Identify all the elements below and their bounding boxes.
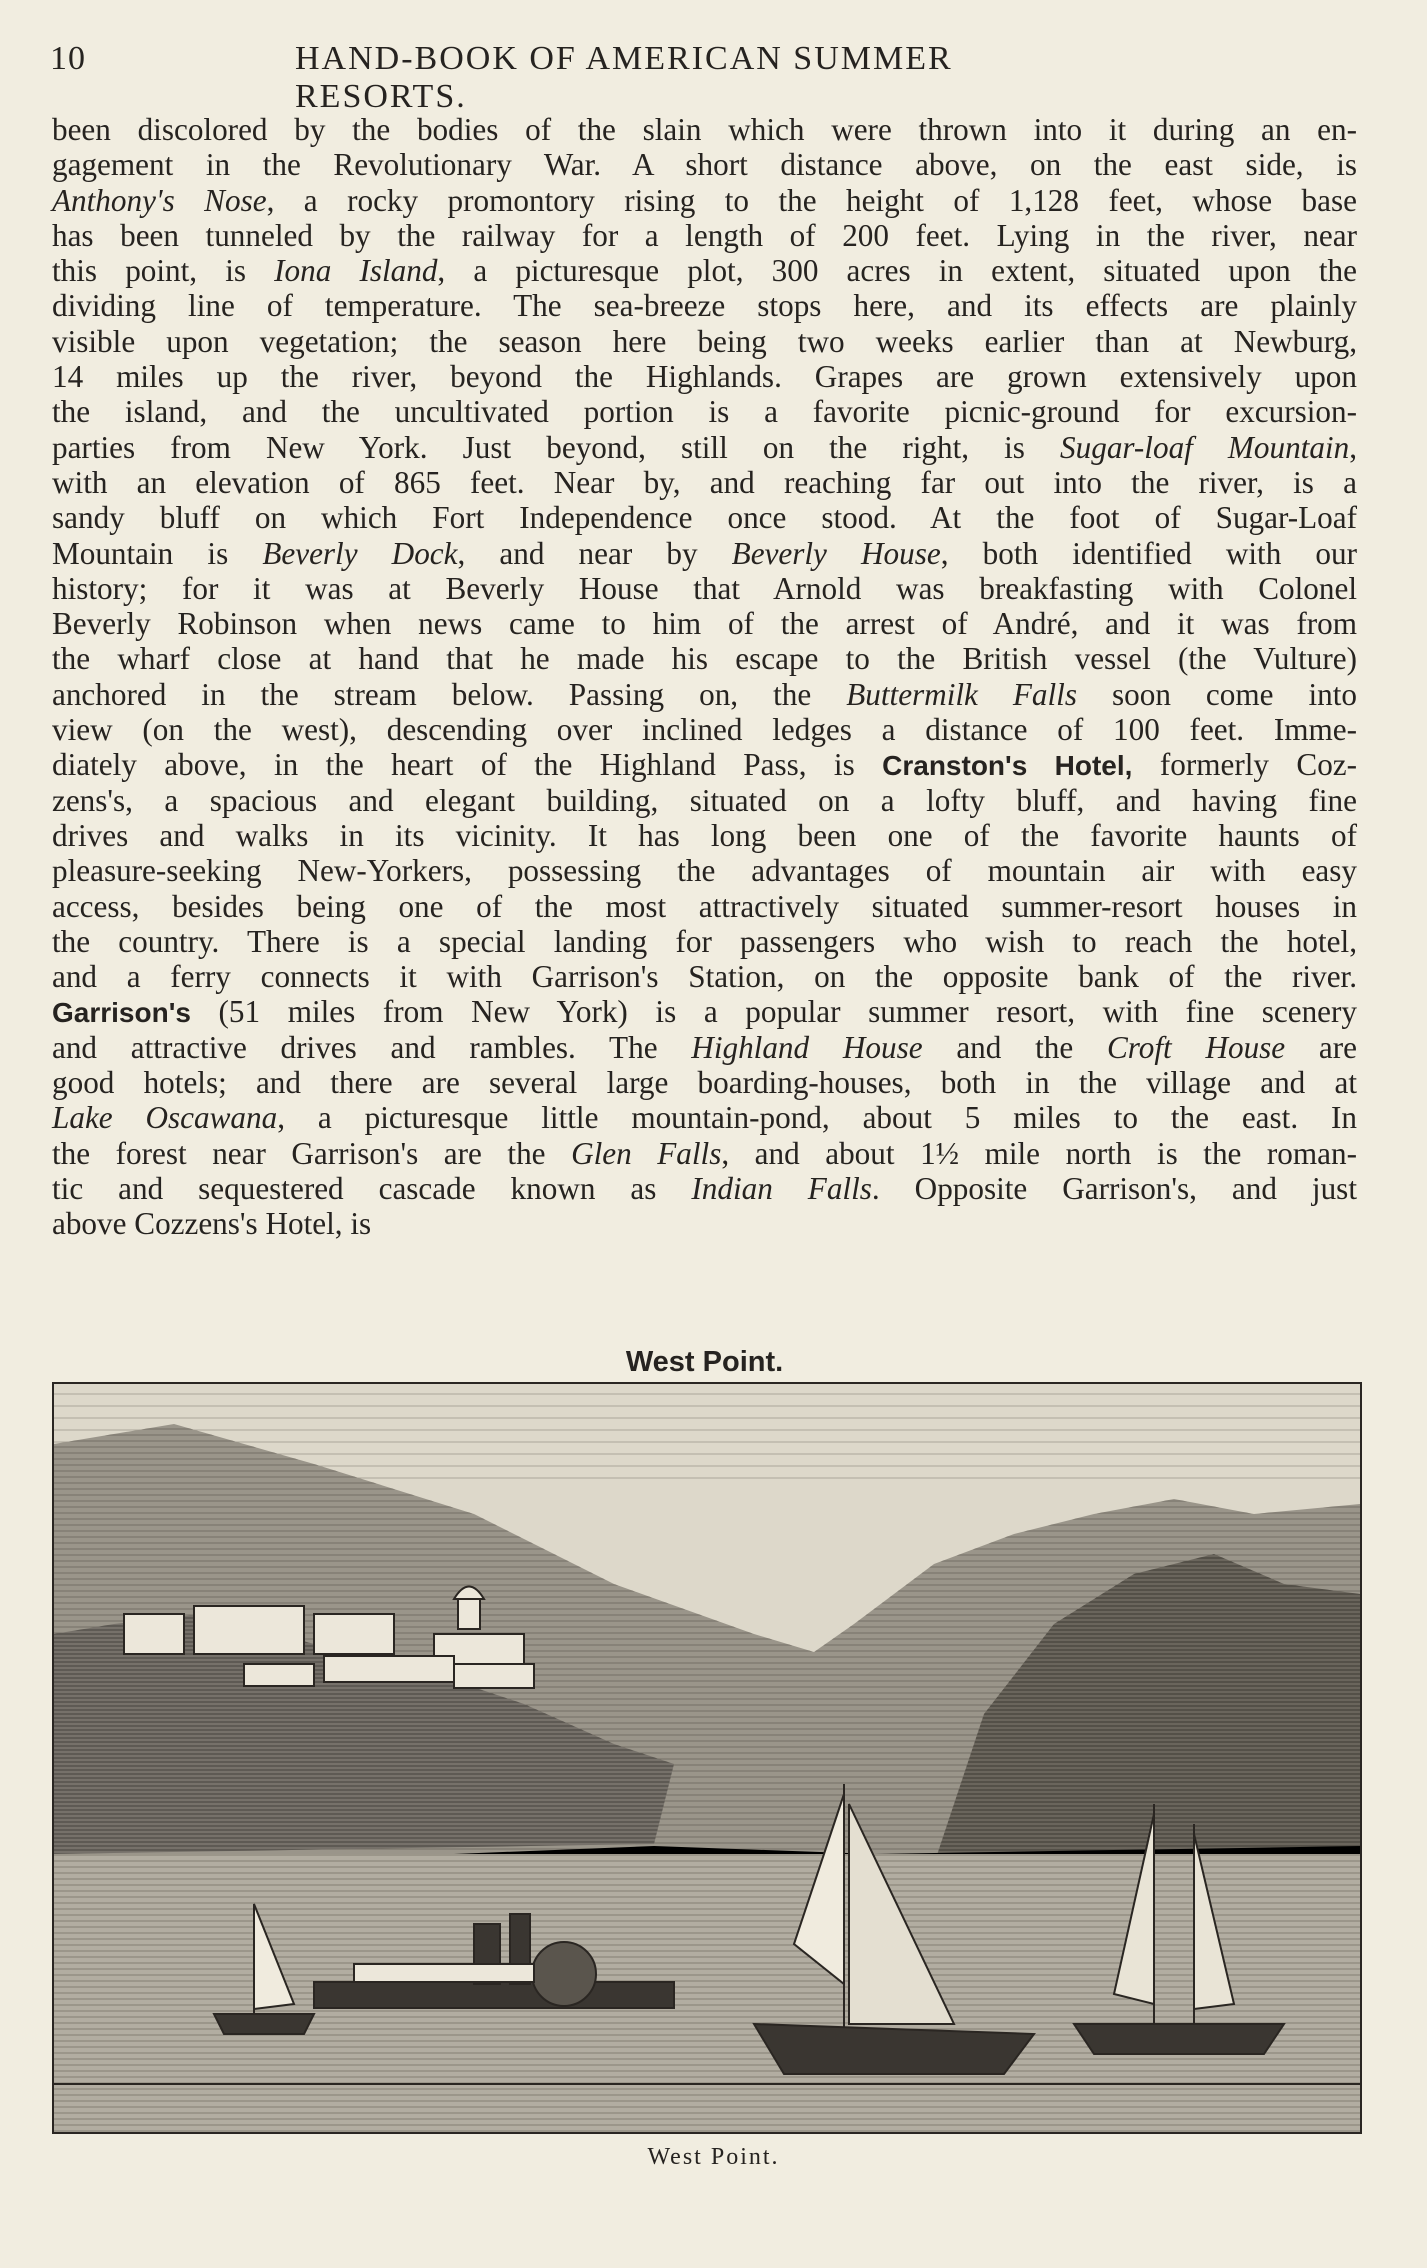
text-run: with an elevation of 865 feet. Near by, and reaching far out into the river, is a <box>52 464 1357 500</box>
bold-resort-name: Garrison's <box>52 997 191 1029</box>
text-run: soon come into <box>1077 676 1357 712</box>
text-run: , a picturesque little mountain-pond, about 5 miles to the east. In <box>277 1100 1357 1136</box>
italic-place-name: Lake Oscawana <box>52 1100 278 1136</box>
section-title: West Point. <box>625 1346 784 1378</box>
water-hatching <box>54 1854 1360 2132</box>
text-line <box>52 253 1357 288</box>
text-run: gagement in the Revolutionary War. A short distance above, on the east side, is <box>52 147 1357 183</box>
text-run: , <box>1349 429 1357 465</box>
text-line <box>52 324 1357 359</box>
text-run: the forest near Garrison's are the <box>52 1135 572 1171</box>
text-run: dividing line of temperature. The sea-breeze stops here, and its effects are plainly <box>52 288 1357 324</box>
text-line <box>52 1171 1357 1206</box>
text-line <box>52 430 1357 465</box>
west-point-engraving <box>52 1382 1362 2134</box>
text-run: tic and sequestered cascade known as <box>52 1170 692 1206</box>
text-run: and attractive drives and rambles. The <box>52 1029 692 1065</box>
text-run: this point, is <box>52 253 275 289</box>
text-line <box>52 183 1357 218</box>
text-line <box>52 994 1357 1029</box>
text-line <box>52 1030 1357 1065</box>
text-line <box>52 1065 1357 1100</box>
text-run: the island, and the uncultivated portion is a favorite picnic-ground for excursion- <box>52 394 1357 430</box>
text-run: been discolored by the bodies of the slain which were thrown into it during an en- <box>52 112 1357 147</box>
text-run: (51 miles from New York) is a popular summer resort, with fine scenery <box>190 994 1357 1030</box>
text-run: , a rocky promontory rising to the height of 1,128 feet, whose base <box>266 182 1357 218</box>
text-line <box>52 1136 1357 1171</box>
text-run: , and near by <box>457 535 732 571</box>
text-run: , and about 1½ mile north is the roman- <box>721 1135 1357 1171</box>
text-line <box>52 359 1357 394</box>
text-run: history; for it was at Beverly House that Arnold was breakfasting with Colonel <box>52 570 1357 606</box>
italic-place-name: Highland House <box>691 1029 923 1065</box>
italic-place-name: Buttermilk Falls <box>846 676 1077 712</box>
italic-place-name: Beverly House <box>731 535 941 571</box>
italic-place-name: Beverly Dock <box>262 535 458 571</box>
text-run: Beverly Robinson when news came to him of the arrest of André, and it was from <box>52 606 1357 642</box>
italic-place-name: Anthony's Nose <box>52 182 267 218</box>
text-line <box>52 288 1357 323</box>
text-run: visible upon vegetation; the season here being two weeks earlier than at Newburg, <box>52 323 1357 359</box>
bold-resort-name: Cranston's Hotel, <box>882 750 1133 782</box>
text-line <box>52 747 1357 782</box>
text-line <box>52 218 1357 253</box>
italic-place-name: Iona Island <box>274 253 438 289</box>
text-run: formerly Coz- <box>1132 747 1358 783</box>
text-run: view (on the west), descending over inclined ledges a distance of 100 feet. Imme- <box>52 712 1357 748</box>
text-run: Mountain is <box>52 535 263 571</box>
text-run: and the <box>922 1029 1107 1065</box>
engraving-illustration <box>54 1384 1360 2132</box>
text-run: has been tunneled by the railway for a length of 200 feet. Lying in the river, near <box>52 217 1357 253</box>
text-line <box>52 606 1357 641</box>
text-line <box>52 889 1357 924</box>
running-head: HAND-BOOK OF AMERICAN SUMMER RESORTS. <box>295 40 953 115</box>
text-run: parties from New York. Just beyond, still on the right, is <box>52 429 1061 465</box>
text-line <box>52 677 1357 712</box>
page-number: 10 <box>50 40 86 77</box>
text-run: are <box>1285 1029 1357 1065</box>
text-line <box>52 147 1357 182</box>
paragraph-main <box>52 112 1357 1242</box>
text-run: above Cozzens's Hotel, is <box>52 1206 372 1242</box>
text-line <box>52 112 1357 147</box>
text-run: . Opposite Garrison's, and just <box>871 1170 1357 1206</box>
text-run: , both identified with our <box>940 535 1357 571</box>
text-line <box>52 1100 1357 1135</box>
text-run: drives and walks in its vicinity. It has long been one of the favorite haunts of <box>52 817 1357 853</box>
italic-place-name: Glen Falls <box>571 1135 722 1171</box>
text-run: good hotels; and there are several large boarding-houses, both in the village and at <box>52 1065 1357 1101</box>
italic-place-name: Sugar-loaf Mountain <box>1060 429 1350 465</box>
text-line <box>52 394 1357 429</box>
text-run: diately above, in the heart of the Highland Pass, is <box>52 747 883 783</box>
italic-place-name: Croft House <box>1107 1029 1286 1065</box>
figure-caption: West Point. <box>647 2144 780 2170</box>
text-line <box>52 500 1357 535</box>
text-run: zens's, a spacious and elegant building, situated on a lofty bluff, and having fine <box>52 782 1357 818</box>
page-header <box>50 40 1110 115</box>
text-line <box>52 1206 1357 1241</box>
text-line <box>52 465 1357 500</box>
text-line <box>52 818 1357 853</box>
text-line <box>52 783 1357 818</box>
text-run: sandy bluff on which Fort Independence once stood. At the foot of Sugar-Loaf <box>52 500 1357 536</box>
text-line <box>52 571 1357 606</box>
text-run: 14 miles up the river, beyond the Highlands. Grapes are grown extensively upon <box>52 359 1357 395</box>
text-line <box>52 641 1357 676</box>
text-line <box>52 536 1357 571</box>
text-run: and a ferry connects it with Garrison's Station, on the opposite bank of the river. <box>52 959 1357 995</box>
text-line <box>52 959 1357 994</box>
text-run: the wharf close at hand that he made his escape to the British vessel (the Vulture) <box>52 641 1357 677</box>
italic-place-name: Indian Falls <box>691 1170 872 1206</box>
text-run: anchored in the stream below. Passing on, the <box>52 676 847 712</box>
text-run: the country. There is a special landing for passengers who wish to reach the hotel, <box>52 923 1357 959</box>
text-line <box>52 853 1357 888</box>
body-text <box>52 112 1358 1378</box>
text-line <box>52 712 1357 747</box>
text-run: , a picturesque plot, 300 acres in extent, situated upon the <box>437 253 1357 289</box>
text-line <box>52 924 1357 959</box>
text-run: access, besides being one of the most attractively situated summer-resort houses in <box>52 888 1357 924</box>
text-run: pleasure-seeking New-Yorkers, possessing the advantages of mountain air with easy <box>52 853 1357 889</box>
